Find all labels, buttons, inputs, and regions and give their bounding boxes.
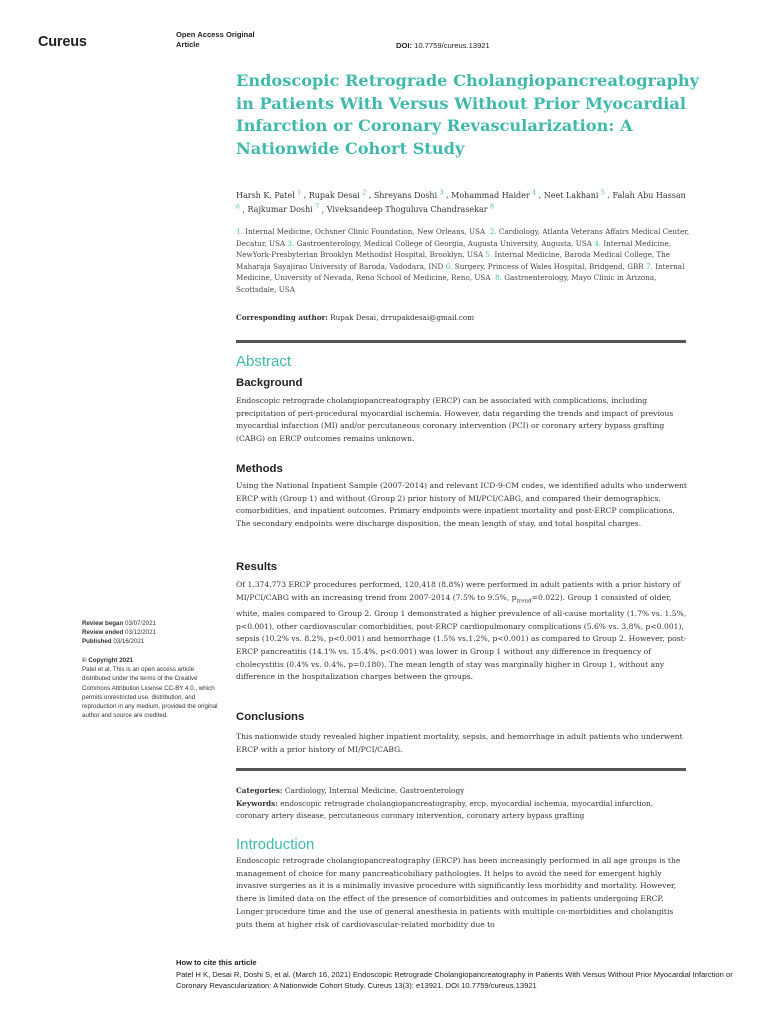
copyright-block <box>82 656 222 720</box>
author[interactable]: Shreyans Doshi $^3$ <box>373 189 444 200</box>
review-ended: Review ended 03/12/2021 <box>82 629 156 637</box>
article-type <box>176 30 255 50</box>
journal-logo: Cureus <box>38 34 87 50</box>
conclusions-text: This nationwide study revealed higher inpatient mortality, sepsis, and hemorrhage in adult patients who underwent ERCP with a prior history of MI/PCI/CABG. <box>236 732 683 754</box>
corresponding-author <box>236 313 474 322</box>
affiliation: 5. Internal Medicine, Baroda Medical College, The Maharaja Sayajirao University of Baroda, Vadodara, IND <box>236 250 671 271</box>
results-heading: Results <box>236 561 278 573</box>
article-type-line2: Article <box>176 40 200 49</box>
author[interactable]: Mohammad Haider $^4$ <box>451 189 537 200</box>
affiliation: 2. Cardiology, Atlanta Veterans Affairs Medical Center, Decatur, USA <box>236 227 690 248</box>
corresponding-author-value[interactable]: Rupak Desai, drrupakdesai@gmail.com <box>330 313 475 322</box>
abstract-heading: Abstract <box>236 353 292 370</box>
affiliation: 6. Surgery, Princess of Wales Hospital, Bridgend, GBR <box>445 261 644 271</box>
review-began: Review began 03/07/2021 <box>82 620 156 627</box>
author[interactable]: Viveksandeep Thoguluva Chandrasekar $^8$ <box>326 203 494 215</box>
citation-text: Patel H K, Desai R, Doshi S, et al. (March 16, 2021) Endoscopic Retrograde Cholangiopancreatography in Patients With Versus Without Prior Myocardial Infarction or Coronary Revascularization: A Nationwide Cohort Study. Cureus 13(3): e13921. DOI 10.7759/cureus.13921 <box>176 970 733 990</box>
article-title: Endoscopic Retrograde Cholangiopancreatography in Patients With Versus Without Prior Myocardial Infarction or Coronary Revascularization: A Nationwide Cohort Study <box>236 71 700 158</box>
author-list: Harsh K. Patel $^1$ , Rupak Desai $^2$ , Shreyans Doshi $^3$ , Mohammad Haider $^4$ , Neet Lakhani $^5$ , Falah Abu Hassan $^6$ , Rajkumar Doshi $^7$ , Viveksandeep Thoguluva Chandrasekar $^8$ <box>236 189 686 215</box>
copyright-text: Patel et al. This is an open access article distributed under the terms of the Creative Commons Attribution License CC-BY 4.0., which permits unrestricted use, distribution, and reproduction in any medium, provided the original author and source are credited. <box>82 666 218 720</box>
article-type-line1: Open Access Original <box>176 30 255 39</box>
introduction-heading: Introduction <box>236 836 315 853</box>
affiliation: 3. Gastroenterology, Medical College of Georgia, Augusta University, Augusta, USA <box>287 238 592 248</box>
section-divider <box>236 768 686 771</box>
introduction-text: Endoscopic retrograde cholangiopancreatography (ERCP) has been increasingly performed in all age groups is the management of choice for many pancreaticobiliary pathologies. It helps to avoid the need for emergent highly invasive surgeries as it is a minimally invasive procedure with significantly less morbidity and mortality. However, there is limited data on the effect of the presence of comorbidities and outcomes in patients undergoing ERCP. Longer procedure time and the use of general anesthesia in patients with multiple co-morbidities and cholangitis puts them at higher risk of cardiovascular-related morbidity due to <box>236 856 681 929</box>
author[interactable]: Neet Lakhani $^5$ <box>543 189 605 200</box>
keywords: Keywords: endoscopic retrograde cholangiopancreatography, ercp, myocardial ischemia, myocardial infarction, coronary artery disease, percutaneous coronary intervention, coronary artery bypass grafting <box>236 798 654 820</box>
categories: Categories: Cardiology, Internal Medicine, Gastroenterology <box>236 786 465 795</box>
corresponding-author-label: Corresponding author: <box>236 313 328 322</box>
background-heading: Background <box>236 377 303 389</box>
affiliations <box>236 226 692 296</box>
doi <box>396 41 490 50</box>
section-divider <box>236 340 686 343</box>
affiliation: 7. Internal Medicine, University of Nevada, Reno School of Medicine, Reno, USA <box>236 261 685 283</box>
background-text: Endoscopic retrograde cholangiopancreatography (ERCP) can be associated with complications, including precipitation of peri-procedural myocardial ischemia. However, data regarding the trends and impact of previous myocardial infarction (MI) and/or percutaneous coronary intervention (PCI) or coronary artery bypass grafting (CABG) on ERCP outcomes remains unknown. <box>236 396 674 444</box>
author[interactable]: Rupak Desai $^2$ <box>308 189 367 200</box>
affiliation: 1. Internal Medicine, Ochsner Clinic Foundation, New Orleans, USA <box>236 227 486 236</box>
citation-heading: How to cite this article <box>176 958 257 967</box>
categories-keywords <box>236 785 688 823</box>
results-text: Of 1,374,773 ERCP procedures performed, 120,418 (8.8%) were performed in adult patients with a prior history of MI/PCI/CABG with an increasing trend from 2007-2014 (7.5% to 9.5%, $p_{trend}=0.022$). Group 1 consisted of older, white, males compared to Group 2. Group 1 demonstrated a higher prevalence of all-cause mortality (1.7% vs. 1.5%, p<0.001), other cardiovascular comorbidities, post-ERCP cardiopulmonary complications (5.6% vs. 3.8%, p<0.001), sepsis (10.2% vs. 8.2%, p<0.001) and hemorrhage (1.5% vs.1.2%, p<0.001) as compared to Group 2. However, post-ERCP pancreatitis (14.1% vs. 15.4%, p<0.001) was lower in Group 1 without any difference in frequency of cholecystitis (0.4% vs. 0.4%, p=0.180). The mean length of stay was marginally higher in Group 1, without any difference in the hospitalization charges between the groups. <box>236 580 687 682</box>
author[interactable]: Harsh K. Patel $^1$ <box>236 189 302 200</box>
author[interactable]: Falah Abu Hassan $^6$ <box>236 190 686 211</box>
methods-text: Using the National Inpatient Sample (2007-2014) and relevant ICD-9-CM codes, we identified adults who underwent ERCP with (Group 1) and without (Group 2) prior history of MI/PCI/CABG, and compared their demographics, comorbidities, and inpatient outcomes. Primary endpoints were inpatient mortality and post-ERCP complications. The secondary endpoints were discharge disposition, the mean length of stay, and total hospital charges. <box>236 481 687 529</box>
published-date: Published 03/16/2021 <box>82 638 145 646</box>
doi-label: DOI: <box>396 41 413 50</box>
doi-link[interactable]: 10.7759/cureus.13921 <box>414 41 490 50</box>
methods-heading: Methods <box>236 463 283 475</box>
author[interactable]: Rajkumar Doshi $^7$ <box>247 203 320 215</box>
conclusions-heading: Conclusions <box>236 711 305 723</box>
review-dates <box>82 619 222 647</box>
affiliation: 4. Internal Medicine, NewYork-Presbyterian Brooklyn Methodist Hospital, Brooklyn, USA <box>236 238 671 260</box>
affiliation: 8. Gastroenterology, Mayo Clinic in Arizona, Scottsdale, USA <box>236 273 657 294</box>
copyright-heading: © Copyright 2021 <box>82 657 133 664</box>
